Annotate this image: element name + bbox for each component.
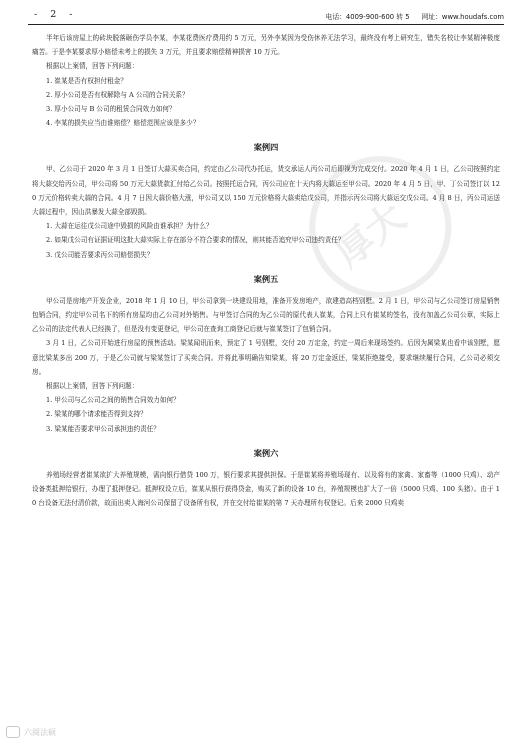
case5-question: 3. 梁某能否要求甲公司承担违约责任？ (46, 424, 160, 433)
case5-question: 2. 梁某的哪个请求能否得到支持？ (46, 410, 147, 419)
case5-question: 1. 甲公司与乙公司之间的销售合同效力如何？ (46, 396, 180, 405)
case4-question: 1. 大蒜在运往戊公司途中毁损的风险由谁承担？为什么？ (46, 222, 213, 231)
case4-question: 2. 如果戊公司有证据证明这批大蒜实际上存在部分不符合要求的情况，则其能否追究甲公司违约责任？ (46, 236, 345, 245)
case5-paragraph: 甲公司是房地产开发企业，2018 年 1 月 10 日，甲公司拿到一块建设用地，准备开发房地产，欲建造高档别墅。2 月 1 日，甲公司与乙公司签订房屋销售包销合同，约定甲公司名下的所有房屋均由乙公司对外销售。与甲签订合同的为乙公司的原代表人崔某，合同上只有崔某的签名，没有加盖乙公司公章，实际上乙公司的法定代表人已经换了，但是没有变更登记，甲公司在查询工商登记后就与崔某签订了包销合同。 (32, 296, 500, 334)
case3-question: 2. 厚小公司是否有权解除与 A 公司的合同关系？ (46, 90, 189, 99)
case4-paragraph: 甲、乙公司于 2020 年 3 月 1 日签订大蒜买卖合同，约定由乙公司代办托运，货交承运人丙公司后即视为完成交付。2020 年 4 月 1 日，乙公司按照约定将大蒜交给丙公司，甲公司将 50 万元大蒜货款汇付给乙公司。按照托运合同，丙公司应在十天内将大蒜运至甲公司。2020 年 4 月 5 日，甲、丁公司签订以 120 万元价格转卖大蒜的合同。4 月 7 日因大蒜价格大涨，甲公司又以 150 万元价格将大蒜卖给戊公司，并指示丙公司将大蒜运交戊公司。4 月 8 日，丙公司运送大蒜过程中，因山洪暴发大蒜全部毁损。 (32, 165, 500, 217)
case4-title: 案例四 (253, 142, 279, 153)
logo-icon (6, 726, 20, 738)
website-link[interactable]: 网址：www.houdafs.com (421, 13, 504, 21)
logo-text: 六阅法硕 (24, 727, 56, 737)
phone-number: 电话：4009-900-600 转 5 (325, 13, 410, 21)
case3-paragraph: 半年后该房屋上的砖块脱落砸伤学员李某，李某花费医疗费用约 5 万元，另外李某因为受伤休养无法学习，最终没有考上研究生，错失名校让李某精神极度痛苦。于是李某要求厚小赔偿未考上的损失 3 万元，并且要求赔偿精神损害 10 万元。 (32, 34, 500, 57)
case5-paragraph: 3 月 1 日，乙公司开始进行房屋的预售活动。梁某闻讯而来，预定了 1 号别墅，交付 20 万定金，约定一周后来现场签约。后因为属梁某也看中该别墅，愿意比梁某多出 200 万，于是乙公司就与梁某签订了买卖合同。并将此事明确告知梁某，将 20 万定金返还，梁某拒绝接受，要求继续履行合同，乙公司必须交房。 (32, 339, 500, 376)
case6-paragraph: 养殖场经营者崔某欲扩大养殖规模，需向银行借贷 100 万，银行要求其提供担保。于是崔某将养殖场现有、以及将有的家禽、家畜等（1000 只鸡）、动产设备类抵押给银行，办理了抵押登记。抵押权设立后，崔某从银行获得贷金，购买了新的设备 10 台，养殖规模也扩大了一倍（5000 只鸡、100 头猪）。由于 10 台设备无法付清价款，故而出卖人海河公司保留了设备所有权，并在交付给崔某的第 7 天办理所有权登记。后来 2000 只鸡卖 (32, 470, 500, 508)
watermark-seal: 厚大 (248, 97, 502, 363)
document-body (32, 31, 500, 510)
page-number: - 2 - (34, 9, 78, 20)
contact-info (326, 11, 504, 21)
case5-title: 案例五 (253, 273, 279, 284)
case3-question: 1. 崔某是否有权担付租金？ (46, 76, 127, 85)
footer-logo (6, 726, 56, 738)
case6-title: 案例六 (253, 447, 279, 458)
case3-question: 4. 李某的损失应当由谁赔偿？赔偿范围应该是多少？ (46, 119, 200, 128)
case3-question: 3. 厚小公司与 B 公司的租赁合同效力如何？ (46, 105, 176, 114)
case5-prompt: 根据以上案情，回答下列问题： (46, 382, 139, 391)
case4-question: 3. 戊公司能否要求丙公司赔偿损失？ (46, 250, 154, 259)
case3-prompt: 根据以上案情，回答下列问题： (46, 62, 139, 71)
page-header (28, 8, 504, 25)
